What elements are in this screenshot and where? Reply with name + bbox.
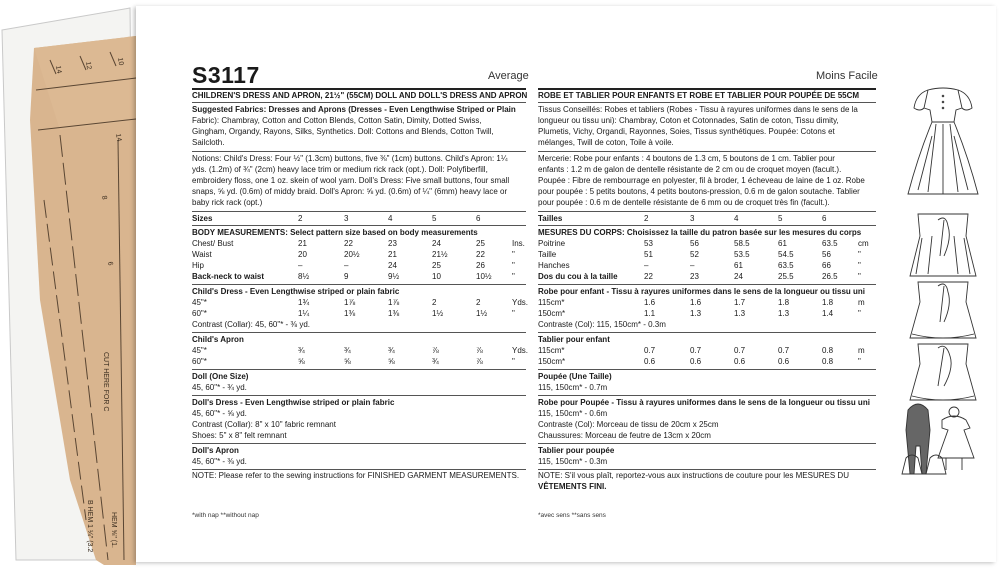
fabrics-fr-3: Plumetis, Vichy, Organdi, Rayonnes, Soies, Tissus synthétiques. Poupée: Cotons et xyxy=(538,127,835,136)
apron-row-label: 60"* xyxy=(192,357,207,366)
apron-row-value: 0.7 xyxy=(778,346,790,355)
body-row-value: 22 xyxy=(644,272,653,281)
doll-line: 115, 150cm* - 0.7m xyxy=(538,383,608,392)
body-row-value: 25 xyxy=(476,239,485,248)
dress-row-value: 1½ xyxy=(432,309,444,318)
apron-row-unit: Yds. xyxy=(512,346,529,355)
body-row-value: 20½ xyxy=(344,250,360,259)
table-rule xyxy=(538,443,876,444)
table-rule xyxy=(538,225,876,226)
apron-illustration-3 xyxy=(910,344,976,400)
apron-row-value: 0.8 xyxy=(822,346,834,355)
contrast-line: Contrast (Collar): 45, 60"* - ⅜ yd. xyxy=(192,320,310,329)
rule xyxy=(538,102,876,103)
apron-row-value: ⅝ xyxy=(344,357,351,366)
notions-en-2: yds. (1.2m) of ¾" (2cm) heavy lace trim or medium rick rack (opt.). Doll: Polyfiberfill, xyxy=(192,165,488,174)
fabrics-fr-2: longueur ou tissu uni): Chambray, Coton et Cotonnades, Satin de coton, Tissu dimity, xyxy=(538,116,839,125)
body-row-label: Taille xyxy=(538,250,557,259)
header-rule-fr xyxy=(538,88,876,90)
body-row-value: 56 xyxy=(822,250,831,259)
apron-row-value: 0.8 xyxy=(822,357,834,366)
body-row-value: – xyxy=(644,261,649,270)
sizes-label: Sizes xyxy=(192,214,213,223)
fabrics-en-4: Sailcloth. xyxy=(192,138,225,147)
body-row-label: Dos du cou à la taille xyxy=(538,272,618,281)
tissue-mark-6: 6 xyxy=(106,261,114,267)
body-row-value: 26 xyxy=(476,261,485,270)
doll-dress-line: 45, 60"* - ⅝ yd. xyxy=(192,409,247,418)
dress-row-value: 1.4 xyxy=(822,309,834,318)
body-row-label: Chest/ Bust xyxy=(192,239,234,248)
doll-apron-header: Tablier pour poupée xyxy=(538,446,615,455)
apron-row-unit: " xyxy=(512,357,515,366)
dress-row-value: 2 xyxy=(476,298,481,307)
apron-header: Tablier pour enfant xyxy=(538,335,610,344)
dress-row-value: 1.3 xyxy=(778,309,790,318)
apron-row-value: 0.6 xyxy=(778,357,790,366)
fabrics-en-1 xyxy=(192,105,516,115)
body-row-value: 20 xyxy=(298,250,307,259)
body-row-value: 63.5 xyxy=(822,239,838,248)
dress-row-value: 1.3 xyxy=(690,309,702,318)
dress-row-value: 1½ xyxy=(476,309,488,318)
body-row-value: 21 xyxy=(388,250,397,259)
table-rule xyxy=(538,284,876,285)
apron-row-value: 0.6 xyxy=(644,357,656,366)
body-row-value: 10½ xyxy=(476,272,492,281)
notions-fr-3: Poupée : Fibre de rembourrage en polyester, fil à broder, 1 écheveau de laine de 1 oz. Robe xyxy=(538,176,865,185)
body-row-value: 53 xyxy=(644,239,653,248)
table-rule xyxy=(192,369,526,370)
tissue-hem-label: B HEM 1 ¼" (3.2 xyxy=(86,500,93,553)
body-row-value: 58.5 xyxy=(734,239,750,248)
body-row-unit: " xyxy=(512,272,515,281)
sizes-label: Tailles xyxy=(538,214,563,223)
dress-header: Robe pour enfant - Tissu à rayures uniformes dans le sens de la longueur ou tissu uni xyxy=(538,287,866,296)
body-row-value: 24 xyxy=(432,239,441,248)
tissue-mark-1: 14 xyxy=(54,65,63,75)
body-row-value: – xyxy=(690,261,695,270)
rule xyxy=(538,151,876,152)
body-row-value: 24 xyxy=(388,261,397,270)
doll-dress-line: 115, 150cm* - 0.6m xyxy=(538,409,608,418)
dress-row-value: 1.7 xyxy=(734,298,746,307)
table-rule xyxy=(538,332,876,333)
tissue-mark-4: 14 xyxy=(114,133,123,143)
body-row-value: 9 xyxy=(344,272,349,281)
body-row-label: Hip xyxy=(192,261,205,270)
body-row-unit: " xyxy=(858,272,861,281)
apron-illustration-1 xyxy=(910,214,976,276)
body-row-value: 9½ xyxy=(388,272,400,281)
notions-fr-4: pour poupée : 5 petits boutons, 4 petits boutons-pression, 0.6 m de galon soutache. Tablier xyxy=(538,187,860,196)
dress-row-value: 1⅞ xyxy=(344,298,356,307)
doll-header: Doll (One Size) xyxy=(192,372,249,381)
notions-en-3: embroidery floss, one 1 oz. skein of wool yarn. Doll's Dress: Five small buttons, four small xyxy=(192,176,510,185)
body-row-value: 25 xyxy=(432,261,441,270)
apron-row-value: ⅞ xyxy=(476,346,483,355)
dress-row-value: 1.3 xyxy=(734,309,746,318)
apron-row-unit: m xyxy=(858,346,865,355)
apron-row-label: 115cm* xyxy=(538,346,565,355)
apron-row-value: 0.7 xyxy=(734,346,746,355)
notions-en-1: Notions: Child's Dress: Four ½" (1.3cm) buttons, five ⅜" (1cm) buttons. Child's Apron: 1¼ xyxy=(192,154,508,163)
body-row-value: 21½ xyxy=(432,250,448,259)
rule xyxy=(538,211,876,212)
body-row-value: 61 xyxy=(778,239,787,248)
body-row-unit: " xyxy=(512,261,515,270)
table-rule xyxy=(538,369,876,370)
body-row-label: Waist xyxy=(192,250,212,259)
doll-dress-line: Shoes: 5" x 8" felt remnant xyxy=(192,431,287,440)
size-col-3: 3 xyxy=(690,214,695,223)
body-row-value: 21 xyxy=(298,239,307,248)
doll-dress-header: Robe pour Poupée - Tissu à rayures uniformes dans le sens de la longueur ou tissu uni xyxy=(538,398,870,407)
body-row-unit: Ins. xyxy=(512,239,525,248)
pattern-back-sheet xyxy=(136,6,996,562)
apron-row-value: ¾ xyxy=(344,346,351,355)
dress-row-label: 60"* xyxy=(192,309,207,318)
doll-apron-line: 45, 60"* - ⅜ yd. xyxy=(192,457,247,466)
fabrics-en-line-1: Suggested Fabrics: Dresses and Aprons (Dresses - Even Lengthwise Striped or Plain xyxy=(192,105,516,114)
table-rule xyxy=(192,225,526,226)
body-row-value: 26.5 xyxy=(822,272,838,281)
apron-illustration-2 xyxy=(910,282,976,338)
body-measurements-header: BODY MEASUREMENTS: Select pattern size based on body measurements xyxy=(192,228,478,237)
size-col-3: 3 xyxy=(344,214,349,223)
dress-row-value: 1⅜ xyxy=(388,309,400,318)
body-row-label: Hanches xyxy=(538,261,570,270)
dress-row-value: 1.8 xyxy=(822,298,834,307)
dress-row-unit: m xyxy=(858,298,865,307)
table-rule xyxy=(192,395,526,396)
header-rule-en xyxy=(192,88,526,90)
apron-row-value: ⅝ xyxy=(298,357,305,366)
body-row-unit: cm xyxy=(858,239,869,248)
apron-row-value: 0.6 xyxy=(734,357,746,366)
apron-row-value: ⅞ xyxy=(476,357,483,366)
notions-en-5: baby rick rack (opt.) xyxy=(192,198,263,207)
apron-row-value: 0.6 xyxy=(690,357,702,366)
dress-header: Child's Dress - Even Lengthwise striped or plain fabric xyxy=(192,287,400,296)
body-row-value: 54.5 xyxy=(778,250,794,259)
dress-row-value: 1.6 xyxy=(644,298,656,307)
garment-illustrations xyxy=(888,86,998,486)
size-col-2: 2 xyxy=(298,214,303,223)
notions-fr-5: pour poupée : 0.6 m de dentelle résistante de 6 mm ou de croquet très fin (facult.). xyxy=(538,198,830,207)
doll-dress-line: Chaussures: Morceau de feutre de 13cm x 20cm xyxy=(538,431,711,440)
doll-header: Poupée (Une Taille) xyxy=(538,372,612,381)
body-row-value: 22 xyxy=(476,250,485,259)
body-row-value: – xyxy=(344,261,349,270)
body-row-value: 8½ xyxy=(298,272,310,281)
apron-row-value: 0.7 xyxy=(644,346,656,355)
dress-row-value: 1⅜ xyxy=(344,309,356,318)
body-measurements-header: MESURES DU CORPS: Choisissez la taille du patron basée sur les mesures du corps xyxy=(538,228,862,237)
body-row-value: 25.5 xyxy=(778,272,794,281)
size-col-2: 2 xyxy=(644,214,649,223)
body-row-value: 63.5 xyxy=(778,261,794,270)
dress-row-value: 1⅞ xyxy=(388,298,400,307)
dress-row-label: 115cm* xyxy=(538,298,565,307)
dress-row-unit: Yds. xyxy=(512,298,529,307)
child-dress-illustration xyxy=(908,88,978,194)
dress-row-value: 1.1 xyxy=(644,309,656,318)
footnote-fr: *avec sens **sans sens xyxy=(538,512,606,519)
table-rule xyxy=(538,469,876,470)
fabrics-fr-4: mélanges, Twill de coton, Toile à voile. xyxy=(538,138,674,147)
table-rule xyxy=(192,469,526,470)
fabrics-en-3: Gingham, Organdy, Rayons, Silks, Synthetics. Doll: Cottons and Blends, Cotton Twill, xyxy=(192,127,494,136)
size-col-5: 5 xyxy=(432,214,437,223)
fabrics-en-2: Fabric): Chambray, Cotton and Cotton Blends, Cotton Satin, Dimity, Dotted Swiss, xyxy=(192,116,482,125)
note-fr-1: NOTE: S'il vous plaît, reportez-vous aux instructions de couture pour les MESURES DU xyxy=(538,471,849,480)
body-row-value: 24 xyxy=(734,272,743,281)
body-row-value: 53.5 xyxy=(734,250,750,259)
body-row-value: – xyxy=(298,261,303,270)
difficulty-en: Average xyxy=(488,70,529,82)
dress-row-unit: " xyxy=(512,309,515,318)
note-en: NOTE: Please refer to the sewing instructions for FINISHED GARMENT MEASUREMENTS. xyxy=(192,471,520,480)
body-row-value: 51 xyxy=(644,250,653,259)
body-row-label: Poitrine xyxy=(538,239,566,248)
footnote-en: *with nap **without nap xyxy=(192,512,259,519)
tissue-hem-label-2: HEM ⅝" (1. xyxy=(110,512,117,548)
rule xyxy=(192,211,526,212)
dress-row-unit: " xyxy=(858,309,861,318)
title-en: CHILDREN'S DRESS AND APRON, 21½" (55CM) DOLL AND DOLL'S DRESS AND APRON xyxy=(192,91,528,100)
apron-row-value: ¾ xyxy=(432,357,439,366)
body-row-value: 23 xyxy=(690,272,699,281)
apron-row-value: ¾ xyxy=(298,346,305,355)
pattern-code: S3117 xyxy=(192,62,260,88)
size-col-6: 6 xyxy=(822,214,827,223)
doll-apron-header: Doll's Apron xyxy=(192,446,239,455)
dress-row-value: 1¾ xyxy=(298,298,310,307)
dress-row-label: 45"* xyxy=(192,298,207,307)
apron-row-unit: " xyxy=(858,357,861,366)
apron-header: Child's Apron xyxy=(192,335,244,344)
body-row-unit: " xyxy=(512,250,515,259)
apron-row-value: ⅝ xyxy=(388,357,395,366)
tissue-cut-label: CUT HERE FOR C xyxy=(102,352,109,412)
dress-row-value: 2 xyxy=(432,298,437,307)
tissue-mark-3: 10 xyxy=(116,57,125,67)
body-row-value: 61 xyxy=(734,261,743,270)
doll-dress-line: Contrast (Collar): 8" x 10" fabric remnant xyxy=(192,420,336,429)
body-row-unit: " xyxy=(858,261,861,270)
fabrics-fr-1: Tissus Conseillés: Robes et tabliers (Robes - Tissu à rayures uniformes dans le sens de la xyxy=(538,105,858,114)
title-fr: ROBE ET TABLIER POUR ENFANTS ET ROBE ET TABLIER POUR POUPÉE DE 55CM xyxy=(538,91,860,100)
apron-row-label: 45"* xyxy=(192,346,207,355)
notions-fr-2: enfants : 1.2 m de galon de dentelle résistante de 2 cm ou de croquet moyen (facult.). xyxy=(538,165,842,174)
table-rule xyxy=(192,284,526,285)
doll-illustration xyxy=(906,404,974,474)
body-row-value: 56 xyxy=(690,239,699,248)
doll-line: 45, 60"* - ¾ yd. xyxy=(192,383,247,392)
apron-row-label: 150cm* xyxy=(538,357,566,366)
size-col-4: 4 xyxy=(734,214,739,223)
size-col-5: 5 xyxy=(778,214,783,223)
dress-row-value: 1¼ xyxy=(298,309,310,318)
body-row-value: 10 xyxy=(432,272,441,281)
tissue-mark-2: 12 xyxy=(84,61,93,71)
table-rule xyxy=(538,395,876,396)
difficulty-fr: Moins Facile xyxy=(816,70,878,82)
apron-row-value: ¾ xyxy=(388,346,395,355)
dress-row-value: 1.8 xyxy=(778,298,790,307)
size-col-6: 6 xyxy=(476,214,481,223)
dress-row-label: 150cm* xyxy=(538,309,566,318)
body-row-value: 52 xyxy=(690,250,699,259)
apron-row-value: ⅞ xyxy=(432,346,439,355)
notions-en-4: snaps, ⅝ yd. (0.6m) of middy braid. Doll's Apron: ⅝ yd. (0.6m) of ¼" (6mm) heavy lace or xyxy=(192,187,508,196)
contrast-line: Contraste (Col): 115, 150cm* - 0.3m xyxy=(538,320,666,329)
size-col-4: 4 xyxy=(388,214,393,223)
note-fr-2: VÊTEMENTS FINI. xyxy=(538,482,607,491)
doll-apron-line: 115, 150cm* - 0.3m xyxy=(538,457,608,466)
body-row-unit: " xyxy=(858,250,861,259)
dress-row-value: 1.6 xyxy=(690,298,702,307)
rule xyxy=(192,102,526,103)
rule xyxy=(192,151,526,152)
apron-row-value: 0.7 xyxy=(690,346,702,355)
tissue-mark-5: 8 xyxy=(100,195,108,201)
doll-dress-header: Doll's Dress - Even Lengthwise striped or plain fabric xyxy=(192,398,395,407)
body-row-value: 23 xyxy=(388,239,397,248)
table-rule xyxy=(192,332,526,333)
notions-fr-1: Mercerie: Robe pour enfants : 4 boutons de 1.3 cm, 5 boutons de 1 cm. Tablier pour xyxy=(538,154,835,163)
body-row-value: 66 xyxy=(822,261,831,270)
body-row-value: 22 xyxy=(344,239,353,248)
table-rule xyxy=(192,443,526,444)
body-row-label: Back-neck to waist xyxy=(192,272,265,281)
doll-dress-line: Contraste (Col): Morceau de tissu de 20cm x 25cm xyxy=(538,420,719,429)
